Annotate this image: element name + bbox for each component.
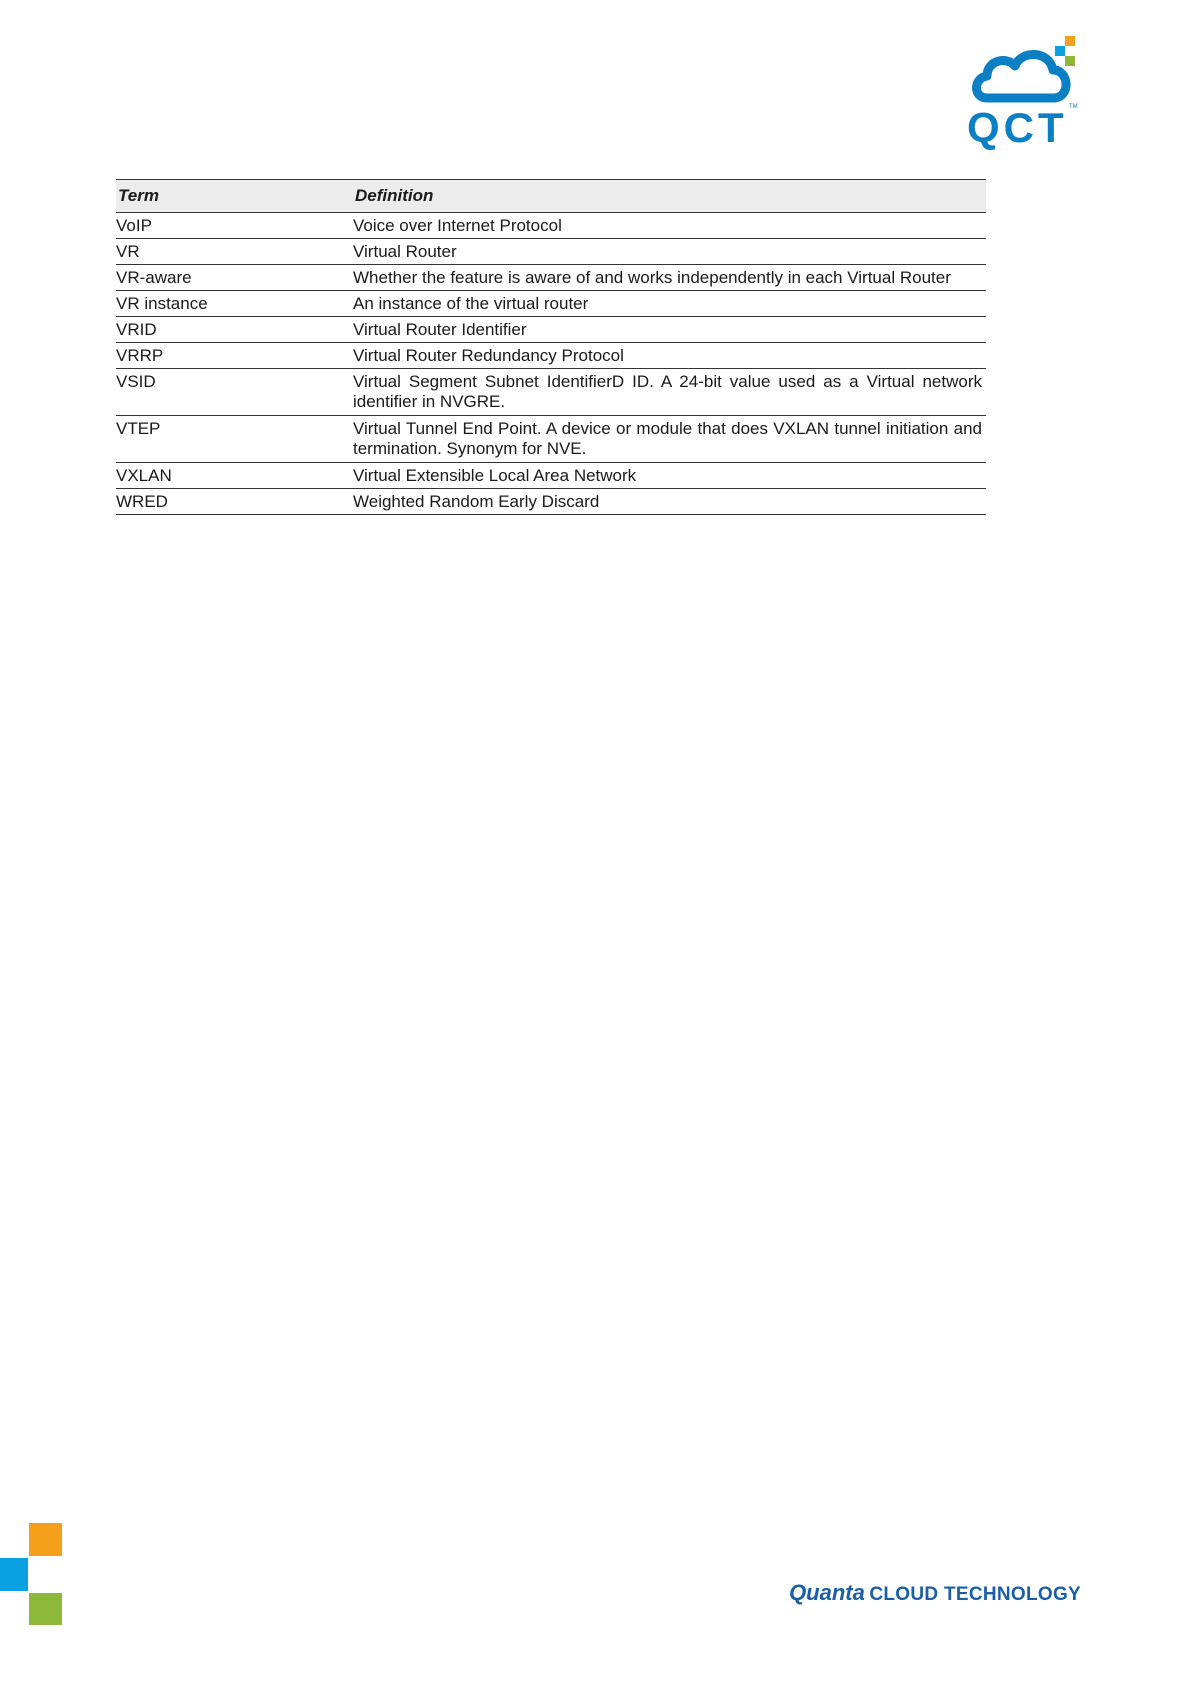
table-row [116, 265, 986, 291]
glossary-table [116, 179, 986, 515]
cloud-icon [977, 54, 1067, 98]
footer-brand [789, 1580, 1081, 1606]
blue-square [0, 1558, 28, 1591]
term-cell: VSID [116, 369, 353, 416]
table-row [116, 369, 986, 416]
definition-cell: Virtual Extensible Local Area Network [353, 463, 986, 489]
orange-square [29, 1523, 62, 1556]
definition-cell: Virtual Router Redundancy Protocol [353, 343, 986, 369]
term-cell: VoIP [116, 213, 353, 239]
pixel-square-green [1065, 56, 1075, 66]
green-square [29, 1593, 62, 1625]
table-row [116, 239, 986, 265]
definition-cell: Voice over Internet Protocol [353, 213, 986, 239]
logo-text: QCT [967, 104, 1068, 150]
table-row [116, 489, 986, 515]
header-term: Term [116, 180, 353, 213]
table-header-row [116, 180, 986, 213]
pixel-square-blue [1051, 66, 1059, 74]
definition-cell: Virtual Segment Subnet IdentifierD ID. A 24-bit value used as a Virtual network identifier in NVGRE. [353, 369, 986, 416]
definition-cell: Virtual Router [353, 239, 986, 265]
term-cell: VRID [116, 317, 353, 343]
term-cell: VXLAN [116, 463, 353, 489]
definition-cell: Weighted Random Early Discard [353, 489, 986, 515]
table-row [116, 213, 986, 239]
footer-brand-text: CLOUD TECHNOLOGY [869, 1584, 1081, 1605]
definition-cell: Virtual Router Identifier [353, 317, 986, 343]
term-cell: WRED [116, 489, 353, 515]
term-cell: VTEP [116, 416, 353, 463]
corner-squares-decoration [0, 1523, 62, 1625]
logo-trademark: TM [1069, 104, 1078, 110]
header-definition: Definition [353, 180, 986, 213]
table-row [116, 463, 986, 489]
term-cell: VRRP [116, 343, 353, 369]
term-cell: VR [116, 239, 353, 265]
qct-logo [965, 30, 1085, 150]
pixel-square-orange [1065, 36, 1075, 46]
footer-brand-script: Quanta [789, 1580, 865, 1605]
term-cell: VR instance [116, 291, 353, 317]
pixel-square-cyan [1055, 46, 1065, 56]
table-row [116, 343, 986, 369]
table-row [116, 291, 986, 317]
definition-cell: Whether the feature is aware of and works independently in each Virtual Router [353, 265, 986, 291]
definition-cell: Virtual Tunnel End Point. A device or module that does VXLAN tunnel initiation and termination. Synonym for NVE. [353, 416, 986, 463]
term-cell: VR-aware [116, 265, 353, 291]
table-row [116, 416, 986, 463]
definition-cell: An instance of the virtual router [353, 291, 986, 317]
table-row [116, 317, 986, 343]
